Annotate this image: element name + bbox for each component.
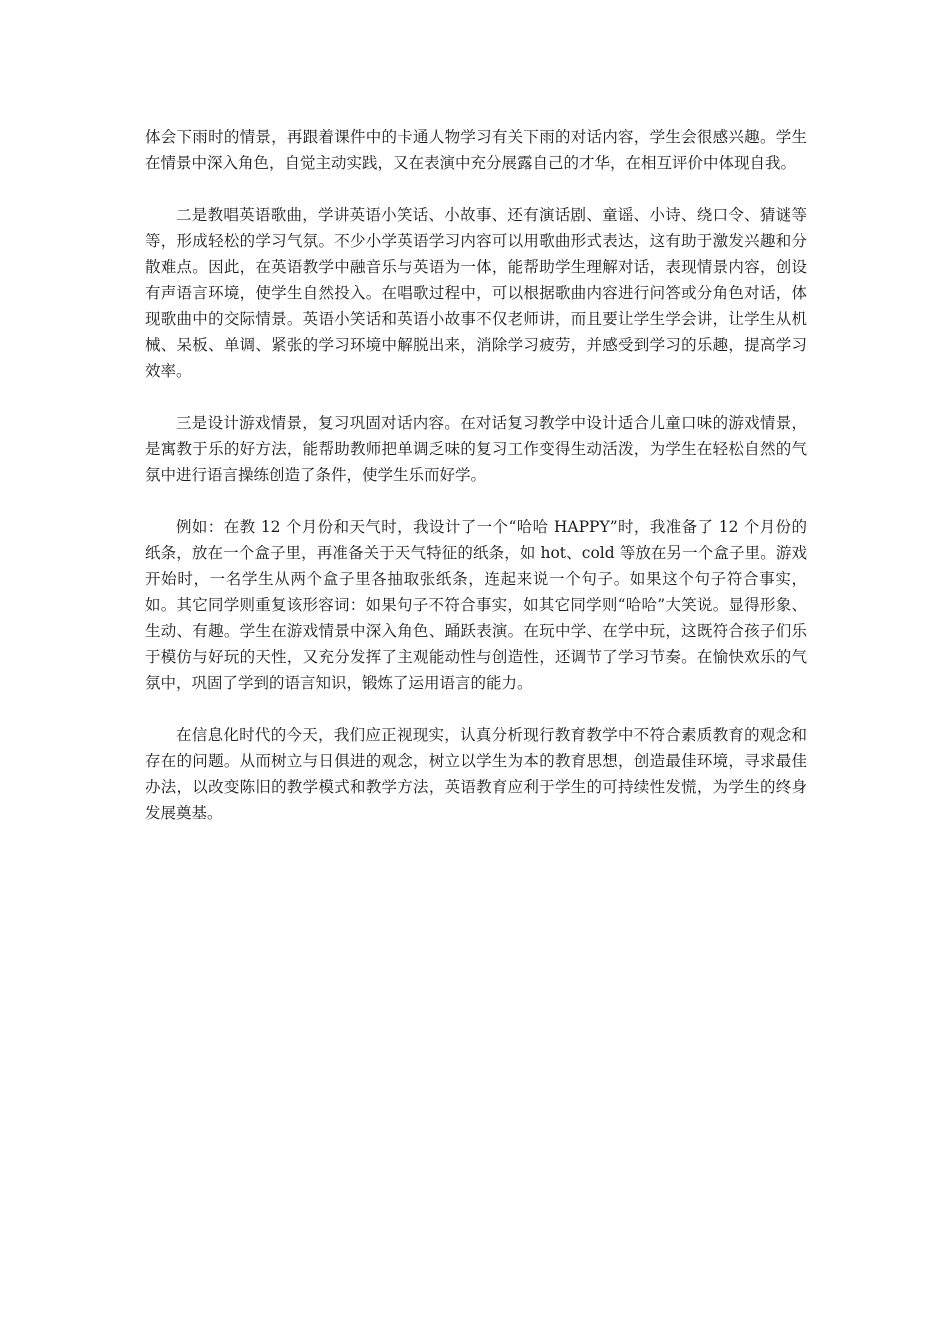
paragraph-continuation: 体会下雨时的情景，再跟着课件中的卡通人物学习有关下雨的对话内容，学生会很感兴趣。学生在情景中深入角色，自觉主动实践，又在表演中充分展露自己的才华，在相互评价中体现自我。	[145, 128, 807, 172]
paragraph-games: 三是设计游戏情景，复习巩固对话内容。在对话复习教学中设计适合儿童口味的游戏情景，是寓教于乐的好方法，能帮助教师把单调乏味的复习工作变得生动活泼，为学生在轻松自然的气氛中进行语言操练创造了条件，使学生乐而好学。	[145, 414, 807, 484]
document-body	[145, 124, 807, 826]
paragraph-conclusion: 在信息化时代的今天，我们应正视现实，认真分析现行教育教学中不符合素质教育的观念和存在的问题。从而树立与日俱进的观念，树立以学生为本的教育思想，创造最佳环境，寻求最佳办法，以改变陈旧的教学模式和教学方法，英语教育应利于学生的可持续性发慌，为学生的终身发展奠基。	[145, 726, 807, 822]
paragraph-songs: 二是教唱英语歌曲，学讲英语小笑话、小故事、还有演话剧、童谣、小诗、绕口令、猜谜等等，形成轻松的学习气氛。不少小学英语学习内容可以用歌曲形式表达，这有助于激发兴趣和分散难点。因此，在英语教学中融音乐与英语为一体，能帮助学生理解对话，表现情景内容，创设有声语言环境，使学生自然投入。在唱歌过程中，可以根据歌曲内容进行问答或分角色对话，体现歌曲中的交际情景。英语小笑话和英语小故事不仅老师讲，而且要让学生学会讲，让学生从机械、呆板、单调、紧张的学习环境中解脱出来，消除学习疲劳，并感受到学习的乐趣，提高学习效率。	[145, 206, 807, 380]
paragraph-example: 例如：在教 12 个月份和天气时，我设计了一个“哈哈 HAPPY”时，我准备了 12 个月份的纸条，放在一个盒子里，再准备关于天气特征的纸条，如 hot、cold 等放在另一个盒子里。游戏开始时，一名学生从两个盒子里各抽取张纸条，连起来说一个句子。如果这个句子符合事实，如。其它同学则重复该形容词：如果句子不符合事实，如其它同学则“哈哈”大笑说。显得形象、生动、有趣。学生在游戏情景中深入角色、踊跃表演。在玩中学、在学中玩，这既符合孩子们乐于模仿与好玩的天性，又充分发挥了主观能动性与创造性，还调节了学习节奏。在愉快欢乐的气氛中，巩固了学到的语言知识，锻炼了运用语言的能力。	[145, 518, 807, 692]
